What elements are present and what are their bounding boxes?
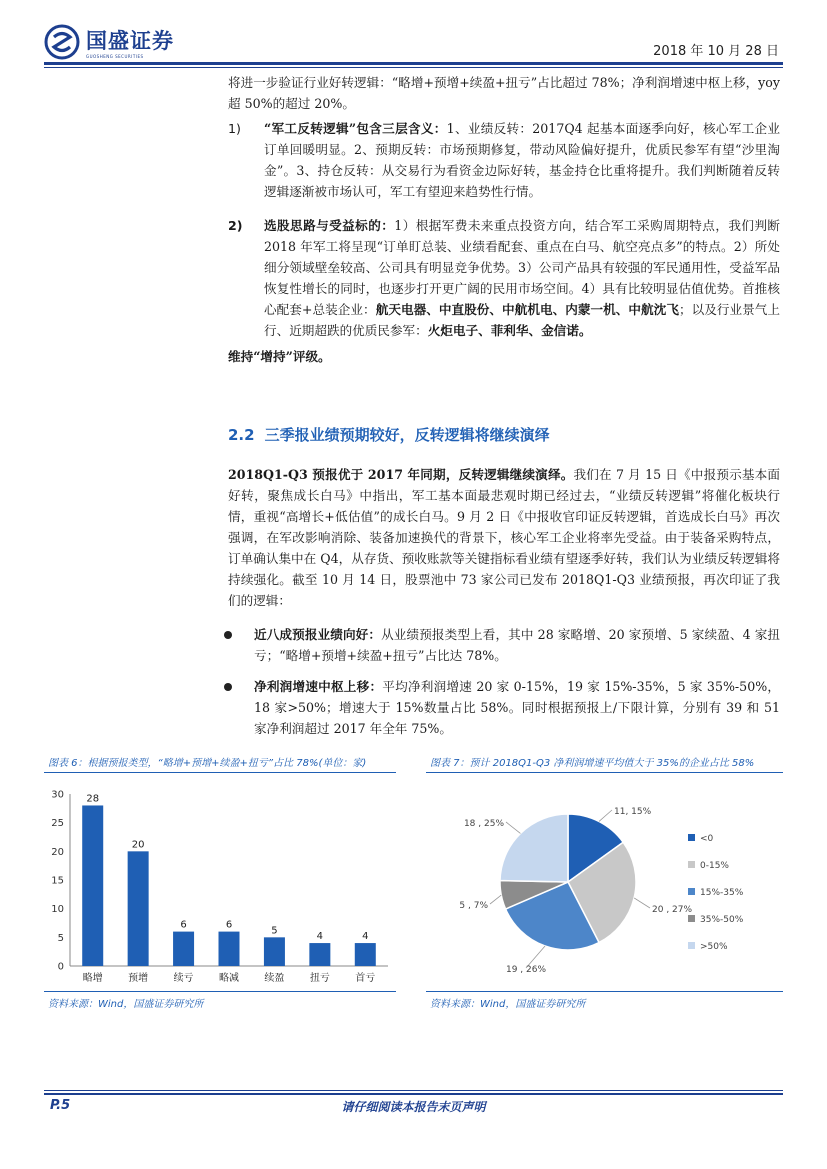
bullet-heading: 净利润增速中枢上移： [254,679,383,694]
bar [264,937,285,966]
pie-leader-line [490,895,501,904]
point-heading: 选股思路与受益标的： [264,218,395,233]
y-tick-label: 10 [51,904,64,916]
section-paragraph [228,464,780,611]
pie-data-label: 18 , 25% [463,819,504,829]
section-title [228,424,550,445]
point-text: 1）根据军费未来重点投资方向，结合军工采购周期特点，我们判断 2018 年军工将呈现“订单盯总装、业绩看配套、重点在白马、航空亮点多”的特点。2）所处细分领域壁垒较高、公司具有明显竞争优势。3）公司产品具有较强的军民通用性，受益军品恢复性增长的同时，也逐步打开更广阔的民用市场空间。4）具有比较明显估值优势。首推核心配套+总装企业： [264,218,781,317]
figure6-caption: 图表 6：根据预报类型，“略增+预增+续盈+扭亏”占比 78%(单位：家) [48,758,367,769]
legend-swatch [688,942,695,949]
bar [173,932,194,966]
page-number: P.5 [50,1098,71,1113]
figure7-top-rule [426,772,783,773]
legend-label: <0 [700,834,714,844]
point-number: 2) [228,218,243,233]
logo-text: 国盛证券 [86,29,174,53]
report-date: 2018 年 10 月 28 日 [653,44,779,59]
y-tick-label: 25 [51,818,64,830]
pie-data-label: 20 , 27% [652,905,693,915]
header-rule-thin [44,67,783,68]
bar-data-label: 4 [316,931,324,943]
section-number: 2.2 [228,426,255,444]
point-number: 1) [228,121,241,136]
figure7-source: 资料来源：Wind，国盛证券研究所 [430,999,586,1010]
header-rule [44,62,783,65]
legend-label: >50% [700,942,728,952]
bar-data-label: 4 [362,931,369,943]
legend-swatch [688,834,695,841]
bullet-dot-icon [224,683,232,691]
figure7-bottom-rule [426,991,783,992]
figure6-source: 资料来源：Wind，国盛证券研究所 [48,999,204,1010]
bar-data-label: 28 [86,793,100,805]
intro-paragraph: 将进一步验证行业好转逻辑：“略增+预增+续盈+扭亏”占比超过 78%；净利润增速中枢上移，yoy 超 50%的超过 20%。 [228,75,780,111]
bar [219,932,240,966]
y-tick-label: 5 [57,932,64,944]
logo-subtext: GUOSHENG SECURITIES [86,54,144,59]
point-item [228,215,780,341]
y-tick-label: 0 [57,961,64,973]
y-tick-label: 30 [51,789,64,801]
footer-rule-thick [44,1093,783,1095]
y-tick-label: 15 [51,875,64,887]
x-tick-label: 续盈 [264,973,285,984]
bar-data-label: 5 [271,925,278,937]
x-tick-label: 略减 [219,973,239,984]
legend-label: 0-15% [700,861,729,871]
point-core-stocks: 航天电器、中直股份、中航机电、内蒙一机、中航沈飞 [375,302,679,317]
x-tick-label: 续亏 [173,973,194,984]
figure7-caption: 图表 7：预计 2018Q1-Q3 净利润增速平均值大于 35%的企业占比 58% [430,758,755,769]
y-tick-label: 20 [51,846,64,858]
x-tick-label: 预增 [128,973,149,984]
point-item [228,118,780,202]
logo-emblem-icon [44,24,80,60]
bullet-heading: 近八成预报业绩向好： [254,627,382,642]
point-heading: “军工反转逻辑”包含三层含义： [264,121,447,136]
bar-data-label: 20 [131,839,145,851]
bullet-item [228,676,780,739]
pie-data-label: 19 , 26% [505,965,547,975]
rating-statement: 维持“增持”评级。 [228,349,331,364]
figure6-bottom-rule [44,991,396,992]
bar [82,805,103,966]
figure6-top-rule [44,772,396,773]
x-tick-label: 首亏 [355,973,376,984]
pie-leader-line [634,898,650,908]
pie-leader-line [599,810,612,821]
section-lead: 2018Q1-Q3 预报优于 2017 年同期，反转逻辑继续演绎。 [228,467,574,482]
footer-disclaimer: 请仔细阅读本报告末页声明 [341,1100,486,1114]
point-text: 1、业绩反转：2017Q4 起基本面逐季向好，核心军工企业订单回暖明显。2、预期反转：市场预期修复，带动风险偏好提升，优质民参军有望“沙里淘金”。3、持仓反转：从交易行为看资金边际好转，基金持仓比重将提升。我们判断随着反转逻辑逐渐被市场认可，军工有望迎来趋势性行情。 [264,121,780,199]
legend-swatch [688,861,695,868]
bar-data-label: 6 [180,919,187,931]
section-heading: 三季报业绩预期较好，反转逻辑将继续演绎 [264,426,550,444]
footer-rule [44,1090,783,1091]
bar-data-label: 6 [225,919,233,931]
pie-leader-line [506,822,520,833]
pie-data-label: 11, 15% [614,807,652,817]
point-civil-stocks: 火炬电子、菲利华、金信诺。 [427,323,592,338]
bar [309,943,330,966]
company-logo [44,22,184,66]
legend-swatch [688,915,695,922]
legend-label: 35%-50% [700,915,744,925]
bullet-list [228,624,780,739]
bullet-text: 从业绩预报类型上看，其中 28 家略增、20 家预增、5 家续盈、4 家扭亏；“略增+预增+续盈+扭亏”占比达 78%。 [254,627,781,663]
section-body: 我们在 7 月 15 日《中报预示基本面好转，聚焦成长白马》中指出，军工基本面最悲观时期已经过去，“业绩反转逻辑”将催化板块行情，重视“高增长+低估值”的成长白马。9 月 2 日《中报收官印证反转逻辑，首选成长白马》再次强调，在军改影响消除、装备加速换代的背景下，核心军工企业将率先受益。由于装备采购特点，订单确认集中在 Q4，从存货、预收账款等关键指标看业绩有望逐季好转，我们认为业绩反转逻辑将持续强化。截至 10 月 14 日，股票池中 73 家公司已发布 2018Q1-Q3 业绩预报，再次印证了我们的逻辑： [228,467,780,608]
figure7-pie-chart [426,780,783,985]
bar [355,943,376,966]
pie-data-label: 5 , 7% [459,901,488,911]
x-tick-label: 略增 [82,973,103,984]
legend-swatch [688,888,695,895]
bullet-item [228,624,780,666]
bar [128,851,149,966]
pie-slice [500,814,568,882]
points-list [228,118,780,341]
bullet-dot-icon [224,631,232,639]
bullet-text: 平均净利润增速 20 家 0-15%，19 家 15%-35%，5 家 35%-50%，18 家>50%；增速大于 15%数量占比 58%。同时根据预报上/下限计算，分别有 39 和 51 家净利润超过 2017 年全年 75%。 [254,679,781,736]
legend-label: 15%-35% [700,888,744,898]
point-text-cont: ；以及行业景气上行、近期超跌的优质民参军： [264,302,780,338]
figure6-bar-chart [44,780,396,985]
x-tick-label: 扭亏 [309,973,330,984]
